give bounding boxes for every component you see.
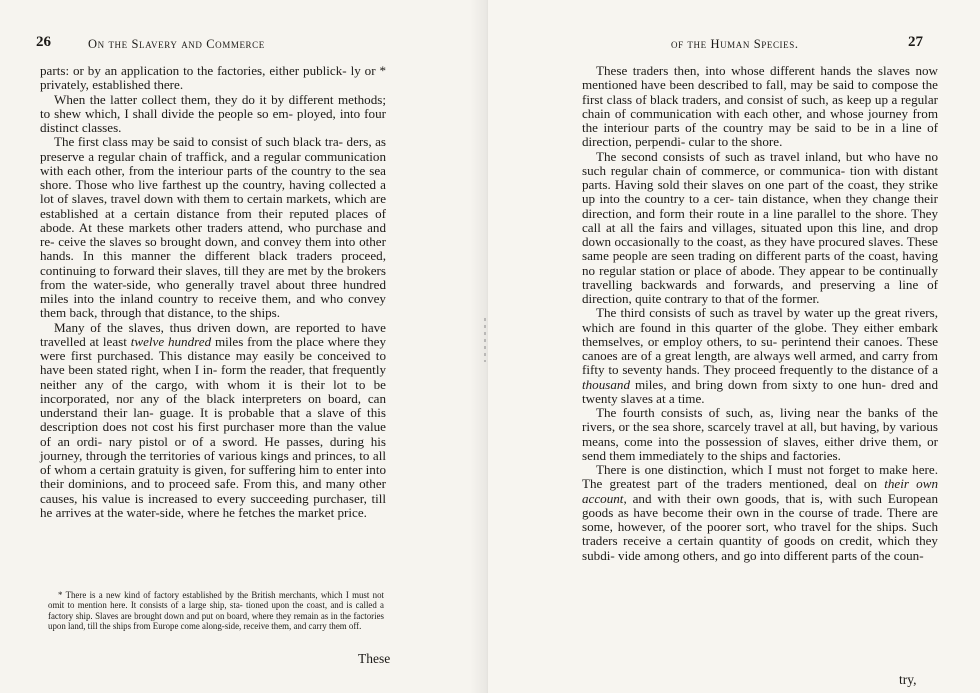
italic-phrase: twelve hundred xyxy=(130,333,212,349)
right-page xyxy=(488,0,980,693)
right-running-head: of the Human Species. xyxy=(671,37,799,51)
left-catchword: These xyxy=(358,651,391,666)
paragraph: There is one distinction, which I must not forget to make here. The greatest part of the traders mentioned, deal on their own account, and with their own goods, that is, with such European goods as have become their own in the course of trade. There are some, however, of the poorer sort, who travel for the ships. Such traders receive a certain quantity of goods on credit, which they subdi- vide among others, and go into different parts of the coun- xyxy=(582,462,938,563)
right-page-number: 27 xyxy=(908,34,923,50)
italic-phrase: thousand xyxy=(582,376,631,392)
footnote-text: * There is a new kind of factory established by the British merchants, which I must not omit to mention here. It consists of a large ship, sta- tioned upon the coast, and is called a factory ship. Slaves are brought down and put on board, where they remain as in the factories upon land, till the ships from Europe come along-side, receive them, and carry them off. xyxy=(48,590,384,632)
paragraph: When the latter collect them, they do it by different methods; to shew which, I shall divide the people so em- ployed, into four distinct classes. xyxy=(40,91,386,135)
paragraph: Many of the slaves, thus driven down, are reported to have travelled at least twelve hundred miles from the place where they were first purchased. This distance may easily be conceived to have been stated right, when I in- form the reader, that frequently neither any of the cargo, with whom it is their lot to be incorporated, nor any of the black interpreters on board, can understand their lan- guage. It is probable that a slave of this description does not cost his first purchaser more than the value of an ordi- nary pistol or of a sword. He passes, during his journey, through the territories of various kings and princes, to all of whom a certain gratuity is given, for suffering him to enter into their dominions, and to proceed safe. From this, and many other causes, his value is increased to every succeeding purchaser, till he arrives at the water-side, where he fetches the market price. xyxy=(40,319,387,520)
left-body-text xyxy=(40,64,386,520)
paragraph: The fourth consists of such, as, living near the banks of the rivers, or the sea shore, scarcely travel at all, but having, by various means, come into the possession of slaves, either drive them, or send them immediately to the ships and factories. xyxy=(582,405,938,463)
right-body-text xyxy=(582,64,938,563)
paragraph: parts: or by an application to the factories, either publick- ly or * privately, established there. xyxy=(40,63,386,93)
paragraph: These traders then, into whose different hands the slaves now mentioned have been described to fall, may be said to compose the first class of black traders, and consist of such, as keep up a regular chain of communication with each other, and whose journey from the interiour parts of the country may be said to be in a line of direction, perpendi- cular to the shore. xyxy=(582,63,938,150)
right-catchword: try, xyxy=(899,672,917,687)
italic-phrase: their own account xyxy=(582,476,938,506)
paragraph: The first class may be said to consist of such black tra- ders, as preserve a regular chain of traffick, and a regular communication with each other, from the interiour parts of the country to the sea shore. Those who live farthest up the country, having collected a lot of slaves, travel down with them to certain markets, which are established at a certain distance from their reputed places of abode. At these markets other traders attend, who purchase and re- ceive the slaves so brought down, and convey them into other hands. In this manner the different black traders proceed, continuing to forward their slaves, till they are met by the brokers from the water-side, who generally travel about three hundred miles into the inland country to receive them, and who convey them back, through that distance, to the ships. xyxy=(40,134,387,321)
footnote xyxy=(48,590,384,632)
paragraph: The third consists of such as travel by water up the great rivers, which are found in this quarter of the globe. They either embark themselves, or employ others, to su- perintend their canoes. These canoes are of a great length, are always well armed, and carry from fifty to seventy hands. They proceed frequently to the distance of a thousand miles, and bring down from sixty to one hun- dred and twenty slaves at a time. xyxy=(582,305,939,406)
left-page xyxy=(0,0,488,693)
left-page-number: 26 xyxy=(36,34,51,50)
paragraph: The second consists of such as travel inland, but who have no such regular chain of commerce, or communica- tion with distant parts. Having sold their slaves on one part of the coast, they strike up into the country to a cer- tain distance, when they change their direction, and form their route in a line parallel to the shore. They call at all the fairs and villages, situated upon this line, and drop down occasionally to the coast, as they have procured slaves. These same people are seen trading on different parts of the coast, having no regular station or place of abode. They appear to be continually travelling backwards and forwards, and preserving a line of direction, quite contrary to that of the former. xyxy=(582,148,938,306)
left-running-head: On the Slavery and Commerce xyxy=(88,37,265,51)
